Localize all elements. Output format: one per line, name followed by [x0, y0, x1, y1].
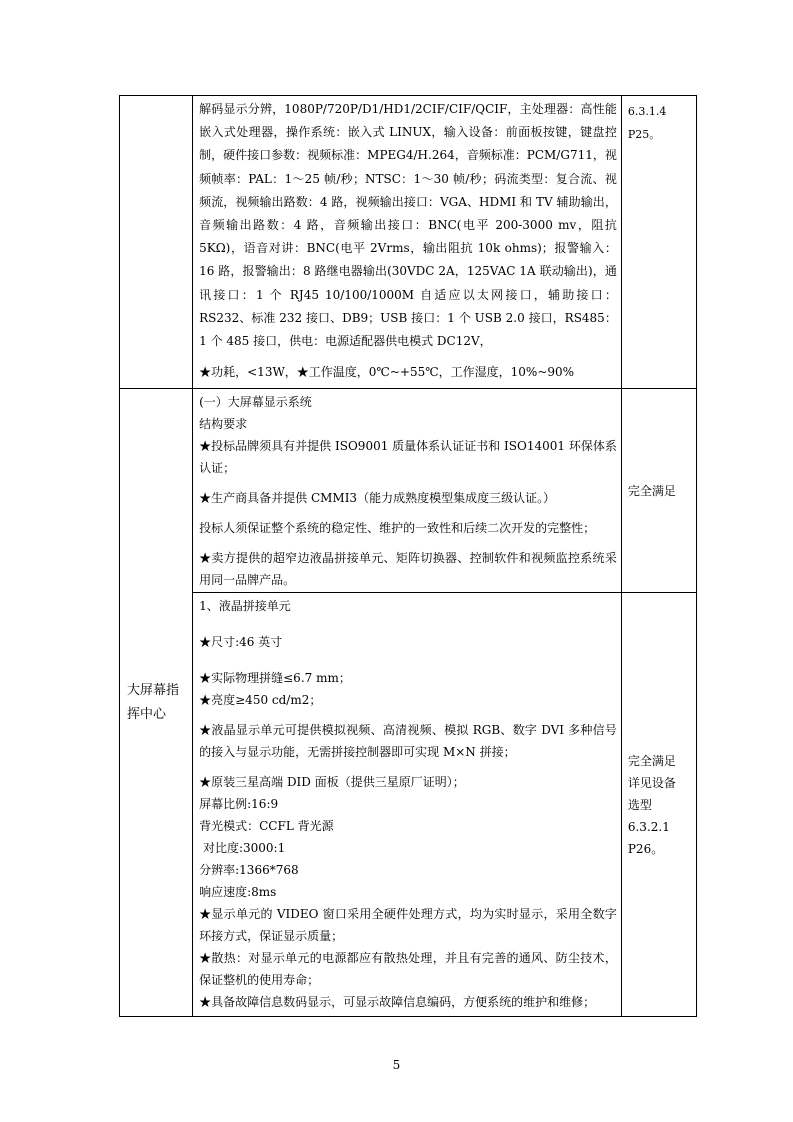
decoder-spec-text: 解码显示分辨，1080P/720P/D1/HD1/2CIF/CIF/QCIF，主处理器：高性能嵌入式处理器，操作系统：嵌入式 LINUX，输入设备：前面板按键，键盘控制，硬件接口参数：视频标准：MPEG4/H.264，音频标准：PCM/G711，视频帧率：PAL：1～25 帧/秒；NTSC：1～30 帧/秒；码流类型：复合流、视频流，视频输出路数：4 路，视频输出接口：VGA、HDMI 和 TV 辅助输出，音频输出路数：4 路，音频输出接口：BNC(电平 200-3000 mv，阻抗 5KΩ)，语音对讲：BNC(电平 2Vrms，输出阻抗 10k ohms)；报警输入：16 路，报警输出：8 路继电器输出(30VDC 2A，125VAC 1A 联动输出)，通讯接口：1 个 RJ45 10/100/1000M 自适应以太网接口，辅助接口：RS232、标准 232 接口、DB9；USB 接口：1 个 USB 2.0 接口，RS485：1 个 485 接口，供电：电源适配器供电模式 DC12V，	[199, 102, 617, 349]
lcd-line: 1、液晶拼接单元	[199, 599, 291, 614]
decoder-ref-section: 6.3.1.4	[627, 105, 667, 118]
lcd-line: ★实际物理拼缝≤6.7 mm；	[199, 671, 351, 686]
lcd-ref-line: 完全满足	[627, 753, 676, 768]
category-cell-big-screen	[120, 389, 193, 1017]
lcd-line: ★散热：对显示单元的电源都应有散热处理，并且有完善的通风、防尘技术，保证整机的使用寿命；	[199, 951, 617, 988]
lcd-line: ★液晶显示单元可提供模拟视频、高清视频、模拟 RGB、数字 DVI 多种信号的接入与显示功能，无需拼接控制器即可实现 M×N 拼接；	[199, 723, 617, 760]
lcd-line: ★尺寸:46 英寸	[199, 635, 283, 650]
decoder-ref-cell	[621, 96, 696, 389]
lcd-ref-cell	[621, 593, 696, 1017]
structure-line: 投标人须保证整个系统的稳定性、维护的一致性和后续二次开发的完整性；	[199, 521, 596, 536]
lcd-line: 屏幕比例:16:9	[199, 797, 279, 812]
structure-ref-cell	[621, 389, 696, 593]
lcd-line: ★具备故障信息数码显示，可显示故障信息编码，方便系统的维护和维修；	[199, 995, 596, 1010]
lcd-line: ★亮度≥450 cd/m2；	[199, 693, 322, 708]
lcd-spec-cell	[193, 593, 622, 1017]
structure-line: ★投标品牌须具有并提供 ISO9001 质量体系认证证书和 ISO14001 环保体系认证；	[199, 439, 617, 476]
category-label: 大屏幕指挥中心	[127, 682, 180, 722]
spec-table	[119, 95, 697, 1017]
structure-ref-text: 完全满足	[627, 483, 676, 498]
lcd-ref-line: 选型	[627, 797, 652, 812]
structure-line: (一）大屏幕显示系统	[199, 395, 312, 410]
lcd-line: 背光模式：CCFL 背光源	[199, 819, 334, 834]
structure-line: 结构要求	[199, 417, 248, 432]
lcd-line: ★显示单元的 VIDEO 窗口采用全硬件处理方式，均为实时显示，采用全数字环接方式，保证显示质量；	[199, 907, 617, 944]
page-number: 5	[392, 1058, 401, 1072]
lcd-line: 响应速度:8ms	[199, 885, 277, 900]
structure-line: ★卖方提供的超窄边液晶拼接单元、矩阵切换器、控制软件和视频监控系统采用同一品牌产品。	[199, 551, 617, 588]
structure-spec-cell	[193, 389, 622, 593]
lcd-ref-line: 6.3.2.1	[627, 819, 670, 834]
decoder-power-text: ★功耗，<13W，★工作温度，0℃~+55℃，工作湿度，10%~90%	[199, 365, 575, 380]
table-row-structure	[120, 389, 697, 593]
category-cell-empty	[120, 96, 193, 389]
decoder-spec-cell	[193, 96, 622, 389]
decoder-ref-page: P25。	[627, 128, 661, 141]
lcd-ref-line: P26。	[627, 841, 664, 856]
lcd-ref-line: 详见设备	[627, 775, 676, 790]
table-row-lcd-unit	[120, 593, 697, 1017]
lcd-line: 分辨率:1366*768	[199, 863, 299, 878]
lcd-line: 对比度:3000:1	[199, 841, 286, 856]
lcd-line: ★原装三星高端 DID 面板（提供三星原厂证明）；	[199, 775, 465, 790]
table-row-decoder	[120, 96, 697, 389]
structure-line: ★生产商具备并提供 CMMI3（能力成熟度模型集成度三级认证。）	[199, 491, 556, 506]
